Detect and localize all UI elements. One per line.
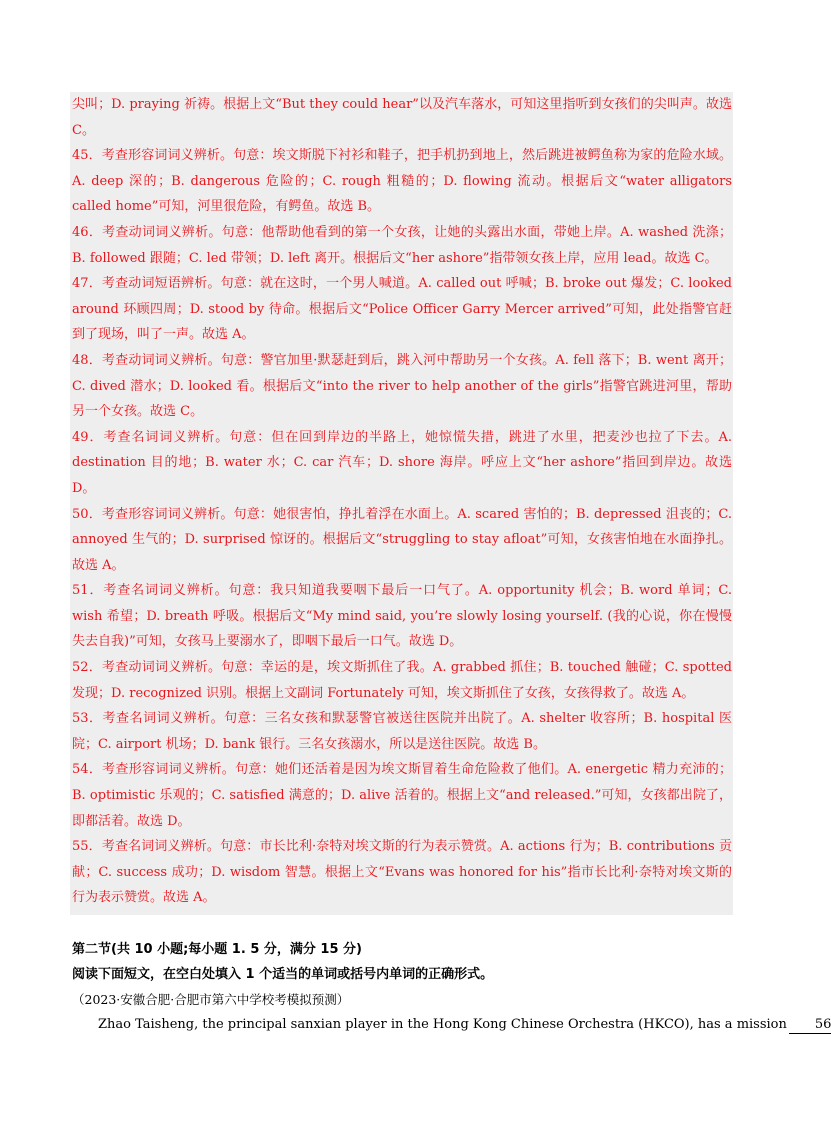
- answer-paragraph: 52．考查动词词义辨析。句意：幸运的是，埃文斯抓住了我。A. grabbed 抓住；B. touched 触碰；C. spotted 发现；D. recognized 识别。根据上文副词 Fortunately 可知，埃文斯抓住了女孩，女孩得救了。故选 A。: [72, 660, 732, 701]
- answer-paragraph: 54．考查形容词词义辨析。句意：她们还活着是因为埃文斯冒着生命危险救了他们。A. energetic 精力充沛的；B. optimistic 乐观的；C. satisfied 满意的；D. alive 活着的。根据上文“and released.”可知，女孩都出院了，即都活着。故选 D。: [72, 762, 732, 829]
- answer-paragraph: 47．考查动词短语辨析。句意：就在这时，一个男人喊道。A. called out 呼喊；B. broke out 爆发；C. looked around 环顾四周；D. stood by 待命。根据后文“Police Officer Garry Mercer arrived”可知，此处指警官赶到了现场，叫了一声。故选 A。: [72, 276, 732, 343]
- answer-paragraph: 50．考查形容词词义辨析。句意：她很害怕，挣扎着浮在水面上。A. scared 害怕的；B. depressed 沮丧的；C. annoyed 生气的；D. surprised 惊讶的。根据后文“struggling to stay afloat”可知，女孩害怕地在水面挣扎。故选 A。: [72, 506, 732, 573]
- answer-paragraph: 53．考查名词词义辨析。句意：三名女孩和默瑟警官被送往医院并出院了。A. shelter 收容所；B. hospital 医院；C. airport 机场；D. bank 银行。三名女孩溺水，所以是送往医院。故选 B。: [72, 711, 732, 752]
- answer-paragraph: 49．考查名词词义辨析。句意：但在回到岸边的半路上，她惊慌失措，跳进了水里，把麦沙也拉了下去。A. destination 目的地；B. water 水；C. car 汽车；D. shore 海岸。呼应上文“her ashore”指回到岸边。故选 D。: [72, 429, 732, 496]
- answer-paragraph: 尖叫；D. praying 祈祷。根据上文“But they could hear”以及汽车落水，可知这里指听到女孩们的尖叫声。故选 C。: [72, 97, 732, 138]
- section-instructions: 阅读下面短文，在空白处填入 1 个适当的单词或括号内单词的正确形式。: [72, 967, 494, 982]
- answer-paragraph: 46．考查动词词义辨析。句意：他帮助他看到的第一个女孩，让她的头露出水面，带她上岸。A. washed 洗涤；B. followed 跟随；C. led 带领；D. left 离开。根据后文“her ashore”指带领女孩上岸，应用 lead。故选 C。: [72, 224, 732, 266]
- answer-paragraph: 45．考查形容词词义辨析。句意：埃文斯脱下衬衫和鞋子，把手机扔到地上，然后跳进被鳄鱼称为家的危险水域。A. deep 深的；B. dangerous 危险的；C. rough 粗糙的；D. flowing 流动。根据后文“water alligators called home”可知，河里很危险，有鳄鱼。故选 B。: [72, 148, 732, 215]
- passage-text: Zhao Taisheng, the principal sanxian player in the Hong Kong Chinese Orchestra (HKCO), has a mission: [98, 1017, 787, 1032]
- blank-56: 56: [789, 1017, 831, 1034]
- passage-first-line: [72, 1012, 831, 1037]
- section-title: 第二节(共 10 小题;每小题 1. 5 分，满分 15 分): [72, 942, 362, 957]
- section-two: [72, 937, 831, 1037]
- passage-source: （2023·安徽合肥·合肥市第六中学校考模拟预测）: [72, 992, 350, 1007]
- answer-explanations: [70, 92, 733, 915]
- answer-paragraph: 51．考查名词词义辨析。句意：我只知道我要咽下最后一口气了。A. opportunity 机会；B. word 单词；C. wish 希望；D. breath 呼吸。根据后文“My mind said, you’re slowly losing yourself. (我的心说，你在慢慢失去自我)”可知，女孩马上要溺水了，即咽下最后一口气。故选 D。: [72, 583, 732, 650]
- answer-paragraph: 48．考查动词词义辨析。句意：警官加里·默瑟赶到后，跳入河中帮助另一个女孩。A. fell 落下；B. went 离开；C. dived 潜水；D. looked 看。根据后文“into the river to help another of the girls”指警官跳进河里，帮助另一个女孩。故选 C。: [72, 352, 732, 420]
- answer-paragraph: 55．考查名词词义辨析。句意：市长比利·奈特对埃文斯的行为表示赞赏。A. actions 行为；B. contributions 贡献；C. success 成功；D. wisdom 智慧。根据上文“Evans was honored for his”指市长比利·奈特对埃文斯的行为表示赞赏。故选 A。: [72, 839, 732, 906]
